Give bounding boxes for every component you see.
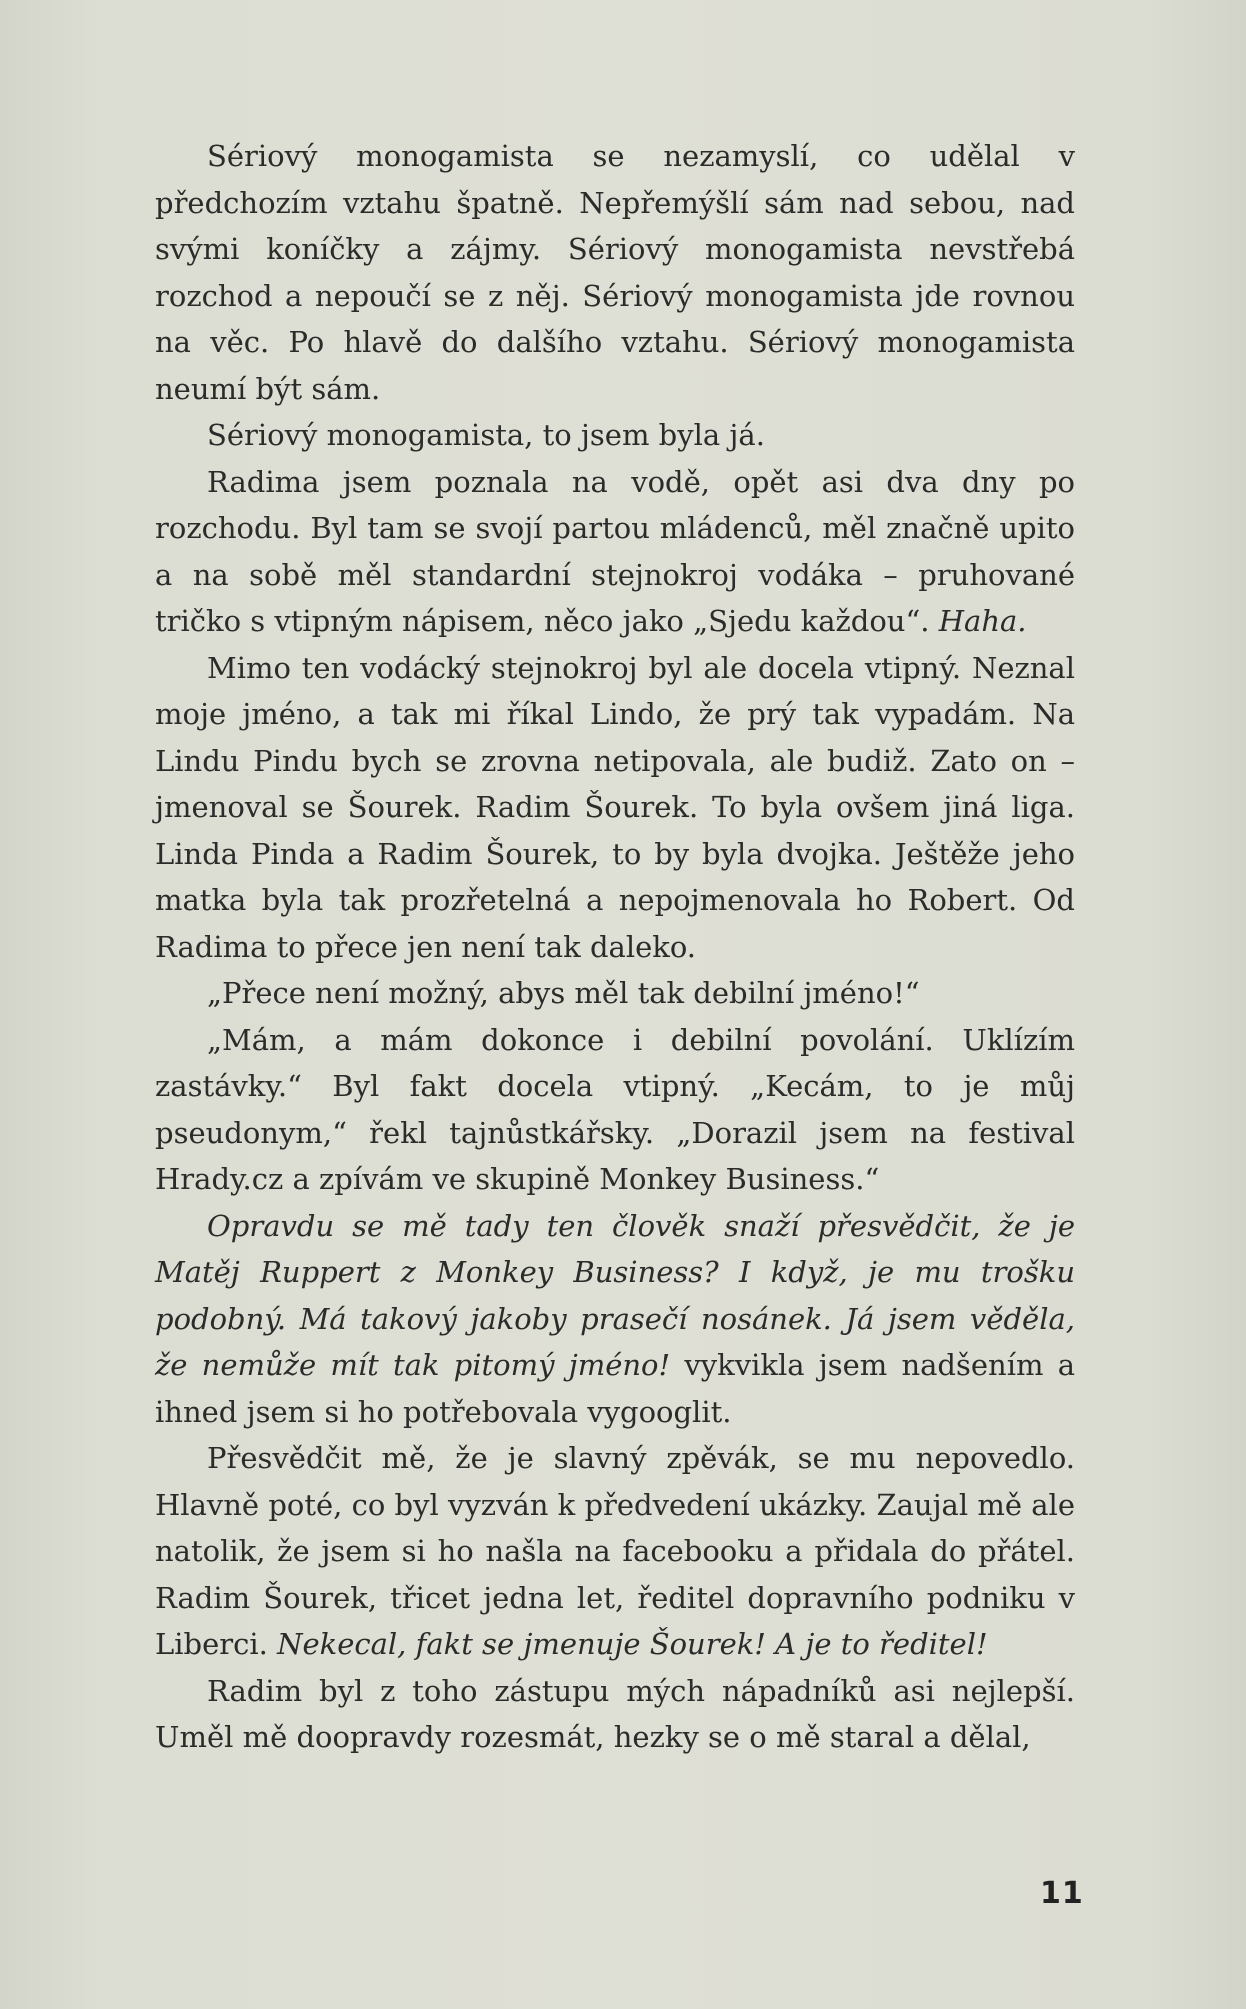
paragraph — [155, 645, 1075, 971]
text-run: vykvikla jsem nadšením a ihned jsem si ho potřebovala vygooglit. — [155, 1348, 1075, 1429]
paragraph — [155, 133, 1075, 412]
text-run: Radim byl z toho zástupu mých nápadníků asi nejlepší. Uměl mě doopravdy rozesmát, hezky se o mě staral a dělal, — [155, 1673, 1075, 1754]
paragraph — [155, 1668, 1075, 1761]
paragraph — [155, 459, 1075, 645]
text-run: Sériový monogamista se nezamyslí, co udělal v předchozím vztahu špatně. Nepřemýšlí sám nad sebou, nad svými koníčky a zájmy. Sériový monogamista nevstřebá rozchod a nepoučí se z něj. Sériový monogamista jde rovnou na věc. Po hlavě do dalšího vztahu. Sériový monogamista neumí být sám. — [155, 139, 1075, 406]
paragraph — [155, 1435, 1075, 1668]
text-run: Radima jsem poznala na vodě, opět asi dva dny po rozchodu. Byl tam se svojí partou mládenců, měl značně upito a na sobě měl standardní stejnokroj vodáka – pruhované tričko s vtipným nápisem, něco jako „Sjedu každou“. — [155, 464, 1075, 638]
paragraph — [155, 970, 1075, 1017]
italic-text: Nekecal, fakt se jmenuje Šourek! A je to ředitel! — [277, 1627, 988, 1661]
page-number: 11 — [1040, 1876, 1084, 1911]
paragraph — [155, 1017, 1075, 1203]
italic-text: Haha. — [938, 604, 1027, 638]
text-run: Přesvědčit mě, že je slavný zpěvák, se mu nepovedlo. Hlavně poté, co byl vyzván k předvedení ukázky. Zaujal mě ale natolik, že jsem si ho našla na facebooku a přidala do přátel. Radim Šourek, třicet jedna let, ředitel dopravního podniku v Liberci. — [155, 1441, 1075, 1661]
text-run: „Mám, a mám dokonce i debilní povolání. Uklízím zastávky.“ Byl fakt docela vtipný. „Kecám, to je můj pseudonym,“ řekl tajnůstkářsky. „Dorazil jsem na festival Hrady.cz a zpívám ve skupině Monkey Business.“ — [155, 1022, 1075, 1196]
text-run: Sériový monogamista, to jsem byla já. — [207, 418, 765, 452]
italic-text: Opravdu se mě tady ten člověk snaží přesvědčit, že je Matěj Ruppert z Monkey Business? I když, je mu trošku podobný. Má takový jakoby prasečí nosánek. Já jsem věděla, že nemůže mít tak pitomý jméno! — [155, 1208, 1075, 1382]
body-text — [155, 133, 1075, 1761]
text-run: Mimo ten vodácký stejnokroj byl ale docela vtipný. Neznal moje jméno, a tak mi říkal Lindo, že prý tak vypadám. Na Lindu Pindu bych se zrovna netipovala, ale budiž. Zato on – jmenoval se Šourek. Radim Šourek. To byla ovšem jiná liga. Linda Pinda a Radim Šourek, to by byla dvojka. Ještěže jeho matka byla tak prozřetelná a nepojmenovala ho Robert. Od Radima to přece jen není tak daleko. — [155, 650, 1075, 964]
paragraph — [155, 412, 1075, 459]
paragraph — [155, 1203, 1075, 1436]
text-run: „Přece není možný, abys měl tak debilní jméno!“ — [207, 976, 920, 1010]
